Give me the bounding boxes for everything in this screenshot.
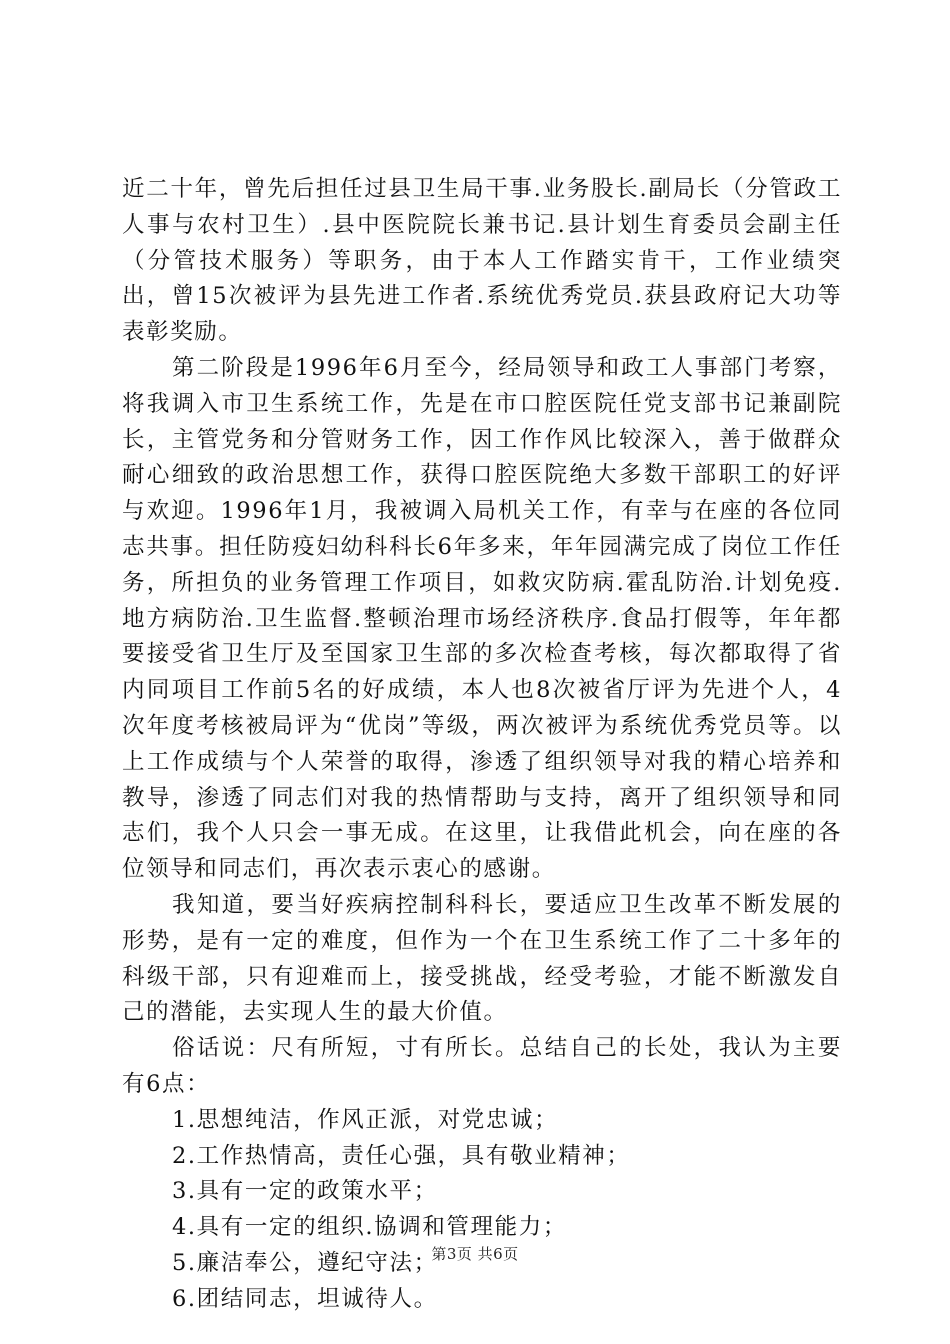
list-item: 3.具有一定的政策水平； (172, 1178, 438, 1205)
list-item: 5.廉洁奉公，遵纪守法； (172, 1249, 438, 1276)
page-number-footer: 第3页 共6页 (431, 1245, 519, 1263)
list-item: 2.工作热情高，责任心强，具有敬业精神； (172, 1142, 631, 1169)
paragraph-second-stage: 第二阶段是1996年6月至今，经局领导和政工人事部门考察，将我调入市卫生系统工作，先是在市口腔医院任党支部书记兼副院长，主管党务和分管财务工作，因工作作风比较深入，善于做群众耐心细致的政治思想工作，获得口腔医院绝大多数干部职工的好评与欢迎。1996年1月，我被调入局机关工作，有幸与在座的各位同志共事。担任防疫妇幼科科长6年多来，年年园满完成了岗位工作任务，所担负的业务管理工作项目，如救灾防病.霍乱防治.计划免疫.地方病防治.卫生监督.整顿治理市场经济秩序.食品打假等，年年都要接受省卫生厅及至国家卫生部的多次检查考核，每次都取得了省内同项目工作前5名的好成绩，本人也8次被省厅评为先进个人，4次年度考核被局评为“优岗”等级，两次被评为系统优秀党员等。以上工作成绩与个人荣誉的取得，渗透了组织领导对我的精心培养和教导，渗透了同志们对我的热情帮助与支持，离开了组织领导和同志们，我个人只会一事无成。在这里，让我借此机会，向在座的各位领导和同志们，再次表示衷心的感谢。 (122, 354, 842, 883)
list-item: 6.团结同志，坦诚待人。 (172, 1285, 438, 1312)
paragraph-strengths-intro: 俗话说：尺有所短，寸有所长。总结自己的长处，我认为主要有6点： (122, 1035, 842, 1097)
list-item: 4.具有一定的组织.協调和管理能力； (172, 1214, 567, 1241)
paragraph-challenge: 我知道，要当好疾病控制科科长，要适应卫生改革不断发展的形势，是有一定的难度，但作为一个在卫生系统工作了二十多年的科级干部，只有迎难而上，接受挑战，经受考验，才能不断激发自己的潜能，去实现人生的最大价值。 (122, 891, 842, 1026)
document-body (122, 172, 842, 1318)
paragraph-career-history: 近二十年，曾先后担任过县卫生局干事.业务股长.副局长（分管政工人事与农村卫生）.县中医院院长兼书记.县计划生育委员会副主任（分管技术服务）等职务，由于本人工作踏实肯干，工作业绩突出，曾15次被评为县先进工作者.系统优秀党员.获县政府记大功等表彰奖励。 (122, 176, 842, 346)
list-item: 1.思想纯洁，作风正派，对党忠诚； (172, 1106, 559, 1133)
